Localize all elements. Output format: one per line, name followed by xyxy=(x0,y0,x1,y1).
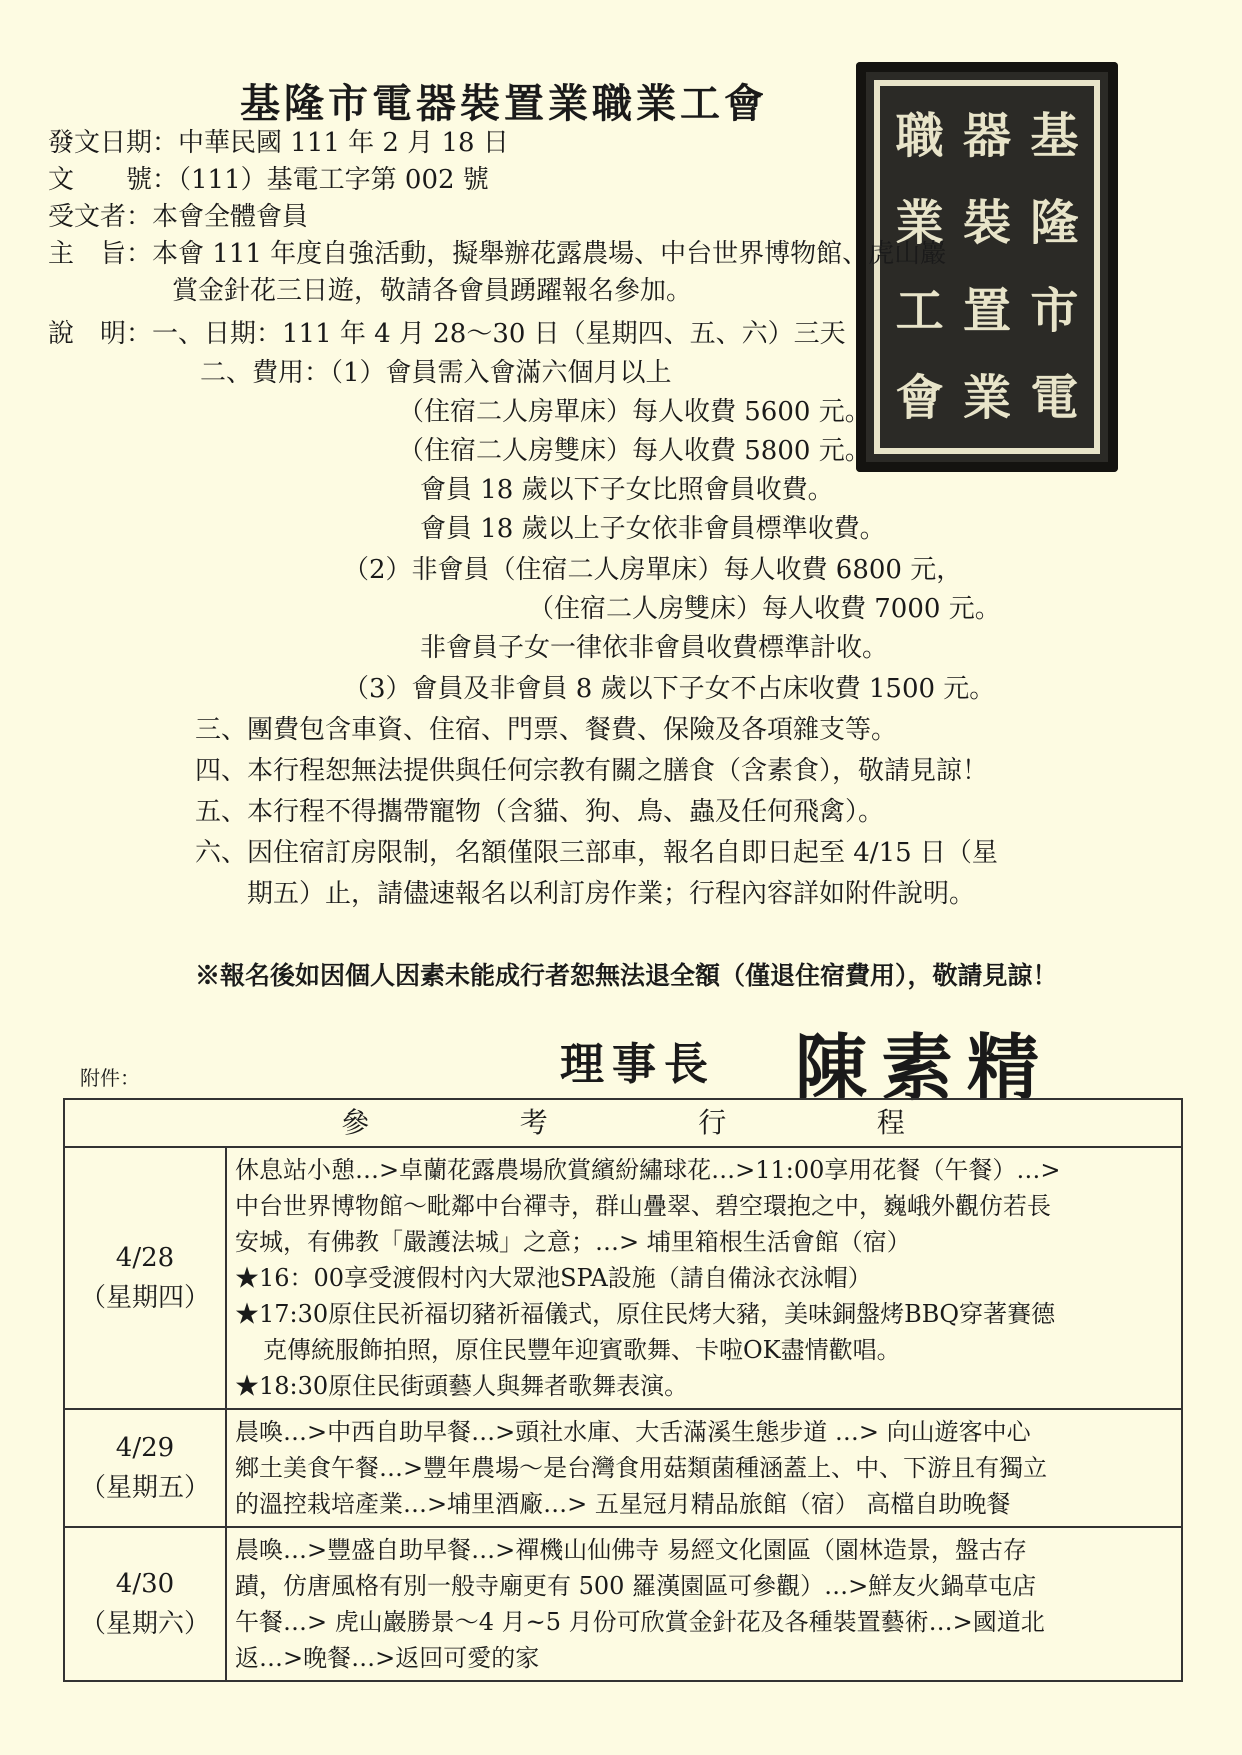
itinerary-header-char: 參 xyxy=(341,1106,370,1139)
item-6-registration: 六、因住宿訂房限制，名額僅限三部車，報名自即日起至 4/15 日（星 xyxy=(195,838,998,868)
itinerary-date-cell xyxy=(64,1147,226,1409)
subject-text: 本會 111 年度自強活動，擬舉辦花露農場、中台世界博物館、虎山巖 xyxy=(152,239,947,269)
itinerary-description-line: 蹟，仿唐風格有別一般寺廟更有 500 羅漢園區可參觀）…>鮮友火鍋草屯店 xyxy=(235,1572,1037,1600)
seal-character: 器 xyxy=(962,107,1011,164)
date-value: 中華民國 111 年 2 月 18 日 xyxy=(178,128,509,158)
itinerary-header-char: 行 xyxy=(698,1106,727,1139)
itinerary-description-line: 晨喚…>豐盛自助早餐…>禪機山仙佛寺 易經文化園區（園林造景，盤古存 xyxy=(235,1536,1027,1564)
attachment-label: 附件： xyxy=(80,1066,140,1090)
seal-character: 電 xyxy=(1030,370,1079,427)
subject-text-continued: 賞金針花三日遊，敬請各會員踴躍報名參加。 xyxy=(172,276,693,306)
document-title: 基隆市電器裝置業職業工會 xyxy=(240,80,768,127)
itinerary-description-line: 中台世界博物館～毗鄰中台禪寺，群山疊翠、碧空環抱之中，巍峨外觀仿若長 xyxy=(235,1192,1051,1220)
itinerary-description-cell xyxy=(226,1147,1182,1409)
chairman-signature: 陳素精 xyxy=(795,1025,1054,1110)
itinerary-header xyxy=(64,1099,1182,1147)
itinerary-description-line: ★18:30原住民街頭藝人與舞者歌舞表演。 xyxy=(235,1372,689,1400)
itinerary-description-cell xyxy=(226,1527,1182,1681)
item-5-pets: 五、本行程不得攜帶寵物（含貓、狗、鳥、蟲及任何飛禽）。 xyxy=(195,797,885,827)
itinerary-description-line: ★16：00享受渡假村內大眾池SPA設施（請自備泳衣泳帽） xyxy=(235,1264,872,1292)
recipient-label: 受文者： xyxy=(48,202,153,232)
itinerary-description-line: 的溫控栽培產業…>埔里酒廠…> 五星冠月精品旅館（宿） 高檔自助晚餐 xyxy=(235,1490,1011,1518)
subject-label: 主 旨： xyxy=(48,239,153,269)
member-child-under-18: 會員 18 歲以下子女比照會員收費。 xyxy=(420,475,834,505)
number-label: 文 號： xyxy=(48,165,179,195)
chairman-title: 理事長 xyxy=(560,1039,716,1090)
itinerary-day-row xyxy=(64,1527,1182,1681)
child-under-8-fee: （3）會員及非會員 8 歲以下子女不占床收費 1500 元。 xyxy=(343,674,996,704)
subject-field xyxy=(48,236,946,272)
itinerary-description-line: 返…>晚餐…>返回可愛的家 xyxy=(235,1644,540,1672)
item-2-fee-heading: 二、費用：（1）會員需入會滿六個月以上 xyxy=(200,358,672,388)
itinerary-body xyxy=(64,1147,1182,1681)
non-member-twin-bed-fee: （住宿二人房雙床）每人收費 7000 元。 xyxy=(528,594,1001,624)
non-member-single-bed-fee: （2）非會員（住宿二人房單床）每人收費 6800 元， xyxy=(343,555,963,585)
seal-character: 隆 xyxy=(1030,195,1079,252)
seal-character: 業 xyxy=(895,195,944,252)
member-single-bed-fee: （住宿二人房單床）每人收費 5600 元。 xyxy=(398,397,871,427)
seal-character: 職 xyxy=(895,107,944,164)
number-value: （111）基電工字第 002 號 xyxy=(178,165,489,195)
itinerary-day-row xyxy=(64,1147,1182,1409)
itinerary-day-row xyxy=(64,1409,1182,1527)
itinerary-weekday: （星期五） xyxy=(79,1473,210,1503)
seal-column xyxy=(963,92,1011,442)
itinerary-weekday: （星期四） xyxy=(79,1283,210,1313)
explanation-label: 說 明： xyxy=(48,319,153,349)
recipient-value: 本會全體會員 xyxy=(152,202,309,232)
itinerary-description-line: 安城，有佛教「嚴護法城」之意；…> 埔里箱根生活會館（宿） xyxy=(235,1228,911,1256)
itinerary-date: 4/29 xyxy=(115,1433,175,1463)
item-3-inclusions: 三、團費包含車資、住宿、門票、餐費、保險及各項雜支等。 xyxy=(195,715,898,745)
member-twin-bed-fee: （住宿二人房雙床）每人收費 5800 元。 xyxy=(398,436,871,466)
itinerary-table xyxy=(63,1098,1183,1682)
itinerary-header-row xyxy=(64,1099,1182,1147)
itinerary-header-char: 程 xyxy=(876,1106,905,1139)
itinerary-header-char: 考 xyxy=(519,1106,548,1139)
date-field xyxy=(48,125,509,161)
document-number-field xyxy=(48,162,489,198)
itinerary-date: 4/30 xyxy=(115,1569,175,1599)
recipient-field xyxy=(48,199,308,235)
itinerary-description-line: 午餐…> 虎山巖勝景～4 月~5 月份可欣賞金針花及各種裝置藝術…>國道北 xyxy=(235,1608,1045,1636)
seal-character: 置 xyxy=(962,282,1011,339)
date-label: 發文日期： xyxy=(48,128,179,158)
item-4-meals: 四、本行程恕無法提供與任何宗教有關之膳食（含素食），敬請見諒！ xyxy=(195,756,989,786)
refund-notice: ※報名後如因個人因素未能成行者恕無法退全額（僅退住宿費用），敬請見諒！ xyxy=(195,961,1058,990)
member-child-over-18: 會員 18 歲以上子女依非會員標準收費。 xyxy=(420,514,886,544)
explanation-field xyxy=(48,316,846,352)
itinerary-description-line: 鄉土美食午餐…>豐年農場～是台灣食用菇類菌種涵蓋上、中、下游且有獨立 xyxy=(235,1454,1048,1482)
itinerary-description-line: ★17:30原住民祈福切豬祈福儀式，原住民烤大豬，美味銅盤烤BBQ穿著賽德 xyxy=(235,1300,1056,1328)
itinerary-description-line: 晨喚…>中西自助早餐…>頭社水庫、大舌滿溪生態步道 …> 向山遊客中心 xyxy=(235,1418,1031,1446)
itinerary-weekday: （星期六） xyxy=(79,1609,210,1639)
seal-character: 市 xyxy=(1030,282,1079,339)
itinerary-description-cell xyxy=(226,1409,1182,1527)
seal-character: 基 xyxy=(1030,107,1079,164)
item-1-date: 一、日期：111 年 4 月 28～30 日（星期四、五、六）三天 xyxy=(152,319,846,349)
item-6-registration-continued: 期五）止，請儘速報名以利訂房作業；行程內容詳如附件說明。 xyxy=(247,879,976,909)
non-member-child-fee: 非會員子女一律依非會員收費標準計收。 xyxy=(420,633,889,663)
itinerary-date-cell xyxy=(64,1527,226,1681)
itinerary-date: 4/28 xyxy=(115,1243,175,1273)
itinerary-date-cell xyxy=(64,1409,226,1527)
itinerary-description-line: 休息站小憩…>卓蘭花露農場欣賞繽紛繡球花…>11:00享用花餐（午餐）…> xyxy=(235,1156,1061,1184)
seal-character: 工 xyxy=(895,282,944,339)
seal-character: 裝 xyxy=(962,195,1011,252)
seal-character: 業 xyxy=(962,370,1011,427)
seal-character: 會 xyxy=(895,370,944,427)
itinerary-description-line: 克傳統服飾拍照，原住民豐年迎賓歌舞、卡啦OK盡情歡唱。 xyxy=(263,1336,901,1364)
seal-column xyxy=(1030,92,1078,442)
